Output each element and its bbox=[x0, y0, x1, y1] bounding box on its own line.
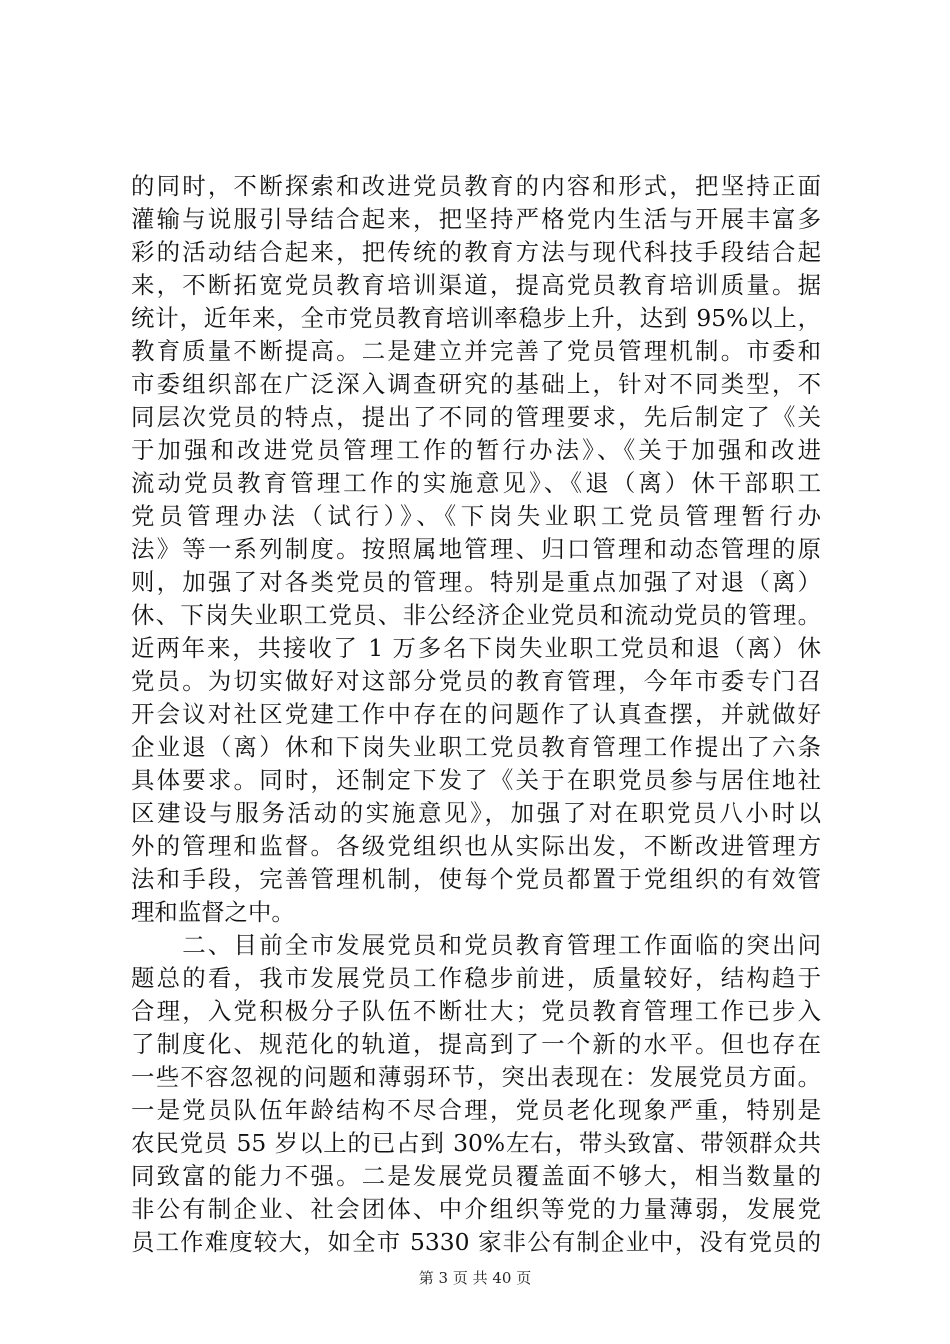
text-line: 非公有制企业、社会团体、中介组织等党的力量薄弱，发展党 bbox=[131, 1195, 821, 1223]
text-line: 法和手段，完善管理机制，使每个党员都置于党组织的有效管 bbox=[131, 865, 821, 893]
text-line: 同致富的能力不强。二是发展党员覆盖面不够大，相当数量的 bbox=[131, 1162, 821, 1190]
text-line: 企业退（离）休和下岗失业职工党员教育管理工作提出了六条 bbox=[131, 733, 821, 761]
text-line: 题总的看，我市发展党员工作稳步前进，质量较好，结构趋于 bbox=[131, 964, 821, 992]
text-line: 农民党员 55 岁以上的已占到 30%左右，带头致富、带领群众共 bbox=[131, 1129, 821, 1157]
document-body bbox=[131, 170, 821, 1259]
text-line: 灌输与说服引导结合起来，把坚持严格党内生活与开展丰富多 bbox=[131, 205, 821, 233]
text-line: 合理，入党积极分子队伍不断壮大；党员教育管理工作已步入 bbox=[131, 997, 821, 1025]
text-line: 外的管理和监督。各级党组织也从实际出发，不断改进管理方 bbox=[131, 832, 821, 860]
text-line: 休、下岗失业职工党员、非公经济企业党员和流动党员的管理。 bbox=[131, 601, 821, 629]
text-line: 党员管理办法（试行）》、《下岗失业职工党员管理暂行办 bbox=[131, 502, 821, 530]
text-line: 理和监督之中。 bbox=[131, 898, 295, 926]
text-line: 于加强和改进党员管理工作的暂行办法》、《关于加强和改进 bbox=[131, 436, 821, 464]
text-line: 市委组织部在广泛深入调查研究的基础上，针对不同类型，不 bbox=[131, 370, 821, 398]
text-line: 区建设与服务活动的实施意见》，加强了对在职党员八小时以 bbox=[131, 799, 821, 827]
text-line: 开会议对社区党建工作中存在的问题作了认真查摆，并就做好 bbox=[131, 700, 821, 728]
text-line: 教育质量不断提高。二是建立并完善了党员管理机制。市委和 bbox=[131, 337, 821, 365]
text-line: 员工作难度较大，如全市 5330 家非公有制企业中，没有党员的 bbox=[131, 1228, 821, 1256]
text-line: 的同时，不断探索和改进党员教育的内容和形式，把坚持正面 bbox=[131, 172, 821, 200]
text-line: 了制度化、规范化的轨道，提高到了一个新的水平。但也存在 bbox=[131, 1030, 821, 1058]
text-line: 统计，近年来，全市党员教育培训率稳步上升，达到 95%以上， bbox=[131, 304, 821, 332]
page-number-footer: 第 3 页 共 40 页 bbox=[418, 1269, 532, 1287]
text-line: 二、目前全市发展党员和党员教育管理工作面临的突出问 bbox=[131, 931, 821, 959]
text-line: 则，加强了对各类党员的管理。特别是重点加强了对退（离） bbox=[131, 568, 821, 596]
text-line: 党员。为切实做好对这部分党员的教育管理，今年市委专门召 bbox=[131, 667, 821, 695]
text-line: 一是党员队伍年龄结构不尽合理，党员老化现象严重，特别是 bbox=[131, 1096, 821, 1124]
text-line: 流动党员教育管理工作的实施意见》、《退（离）休干部职工 bbox=[131, 469, 821, 497]
text-line: 一些不容忽视的问题和薄弱环节，突出表现在：发展党员方面。 bbox=[131, 1063, 821, 1091]
text-line: 近两年来，共接收了 1 万多名下岗失业职工党员和退（离）休 bbox=[131, 634, 821, 662]
text-line: 具体要求。同时，还制定下发了《关于在职党员参与居住地社 bbox=[131, 766, 821, 794]
text-line: 法》等一系列制度。按照属地管理、归口管理和动态管理的原 bbox=[131, 535, 821, 563]
text-line: 来，不断拓宽党员教育培训渠道，提高党员教育培训质量。据 bbox=[131, 271, 821, 299]
text-line: 同层次党员的特点，提出了不同的管理要求，先后制定了《关 bbox=[131, 403, 821, 431]
text-line: 彩的活动结合起来，把传统的教育方法与现代科技手段结合起 bbox=[131, 238, 821, 266]
